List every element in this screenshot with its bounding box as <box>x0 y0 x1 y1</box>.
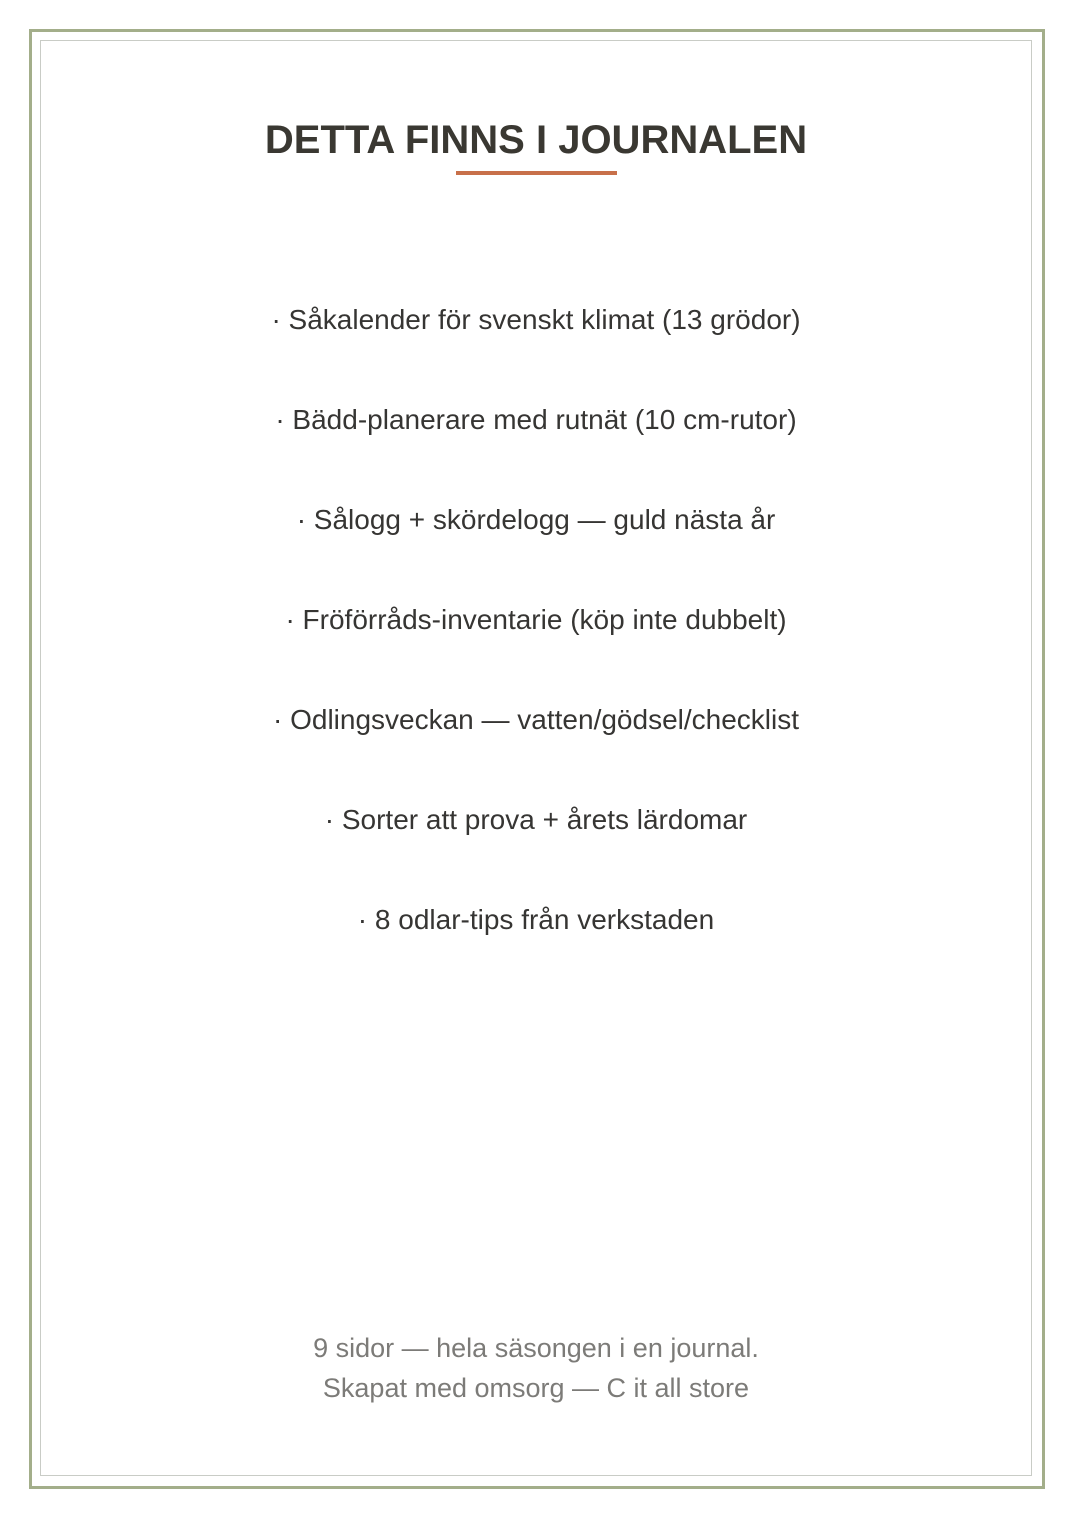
feature-item: · Sorter att prova + årets lärdomar <box>324 804 748 835</box>
feature-item: · Odlingsveckan — vatten/gödsel/checklist <box>272 704 800 735</box>
footer-line-credit: Skapat med omsorg — C it all store <box>322 1373 750 1403</box>
title-underline <box>456 171 617 175</box>
feature-item: · 8 odlar-tips från verkstaden <box>357 904 715 935</box>
page-title: DETTA FINNS I JOURNALEN <box>264 118 808 162</box>
footer-line-pages: 9 sidor — hela säsongen i en journal. <box>313 1333 759 1363</box>
feature-item: · Fröförråds-inventarie (köp inte dubbelt) <box>285 604 787 635</box>
footer <box>0 1328 1072 1408</box>
feature-item: · Sålogg + skördelogg — guld nästa år <box>296 504 776 535</box>
feature-item: · Såkalender för svenskt klimat (13 grödor) <box>271 304 801 335</box>
feature-list <box>0 300 1072 1000</box>
feature-item: · Bädd-planerare med rutnät (10 cm-rutor) <box>275 404 797 435</box>
